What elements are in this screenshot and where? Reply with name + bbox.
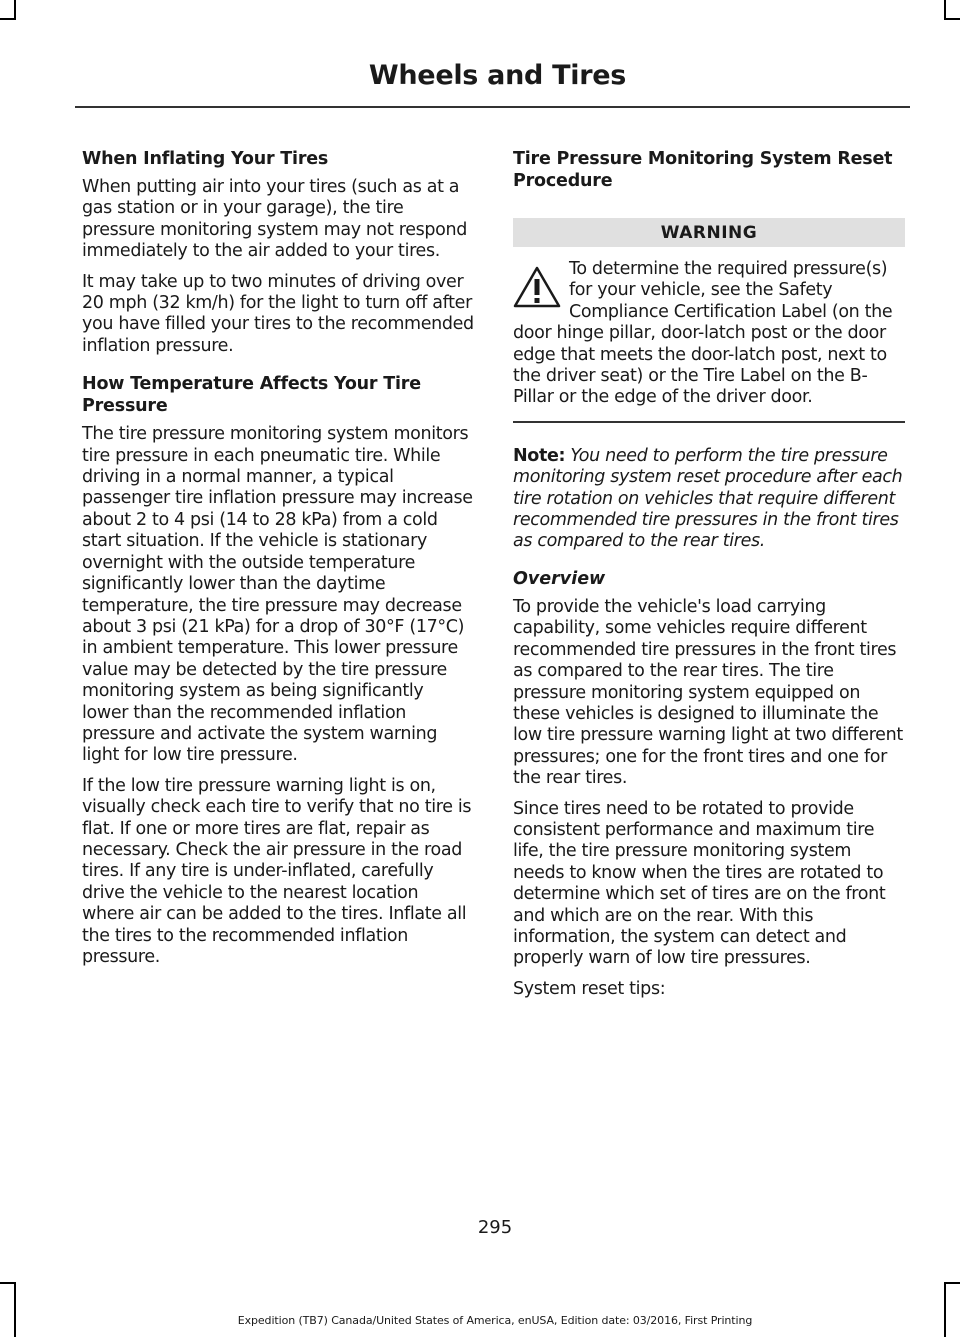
crop-mark <box>944 0 946 18</box>
section-heading-inflating: When Inflating Your Tires <box>82 149 329 169</box>
crop-mark <box>944 1282 946 1337</box>
warning-box <box>513 259 905 409</box>
page-number: 295 <box>477 1217 513 1238</box>
left-column <box>82 148 474 977</box>
crop-mark <box>0 1282 16 1284</box>
crop-mark <box>944 1282 960 1284</box>
crop-mark <box>944 18 960 20</box>
footer-edition-info: Expedition (TB7) Canada/United States of America, enUSA, Edition date: 03/2016, First Printing <box>237 1314 753 1327</box>
warning-banner: WARNING <box>513 218 905 247</box>
crop-mark <box>14 1282 16 1337</box>
paragraph: If the low tire pressure warning light is on, visually check each tire to verify that no tire is flat. If one or more tires are flat, repair as necessary. Check the air pressure in the road tires. If any tire is under-inflated, carefully drive the vehicle to the nearest location where air can be added to the tires. Inflate all the tires to the recommended inflation pressure. <box>82 775 472 967</box>
page-title: Wheels and Tires <box>368 60 626 91</box>
paragraph: The tire pressure monitoring system monitors tire pressure in each pneumatic tire. While driving in a normal manner, a typical passenger tire inflation pressure may increase about 2 to 4 psi (14 to 28 kPa) from a cold start situation. If the vehicle is stationary overnight with the outside temperature significantly lower than the daytime temperature, the tire pressure may decrease about 3 psi (21 kPa) for a drop of 30°F (17°C) in ambient temperature. This lower pressure value may be detected by the tire pressure monitoring system as being significantly lower than the recommended inflation pressure and activate the system warning light for low tire pressure. <box>82 424 473 766</box>
crop-mark <box>14 0 16 18</box>
paragraph: It may take up to two minutes of driving over 20 mph (32 km/h) for the light to turn off after you have filled your tires to the recommended inflation pressure. <box>82 271 474 356</box>
crop-mark <box>0 18 16 20</box>
warning-text: To determine the required pressure(s) for your vehicle, see the Safety Compliance Certification Label (on the door hinge pillar, door-latch post or the door edge that meets the door-latch post, next to the driver seat) or the Tire Label on the B-Pillar or the edge of the driver door. <box>513 259 893 408</box>
header-divider <box>75 106 910 108</box>
section-heading-reset-procedure: Tire Pressure Monitoring System Reset Procedure <box>513 149 893 191</box>
warning-divider <box>513 421 905 423</box>
note-label: Note: <box>513 445 566 466</box>
note <box>513 446 905 553</box>
section-heading-temperature: How Temperature Affects Your Tire Pressure <box>82 374 421 417</box>
paragraph: When putting air into your tires (such as at a gas station or in your garage), the tire pressure monitoring system may not respond immediately to the air added to your tires. <box>82 177 467 262</box>
paragraph: To provide the vehicle's load carrying capability, some vehicles require different recommended tire pressures in the front tires as compared to the rear tires. The tire pressure monitoring system equipped on these vehicles is designed to illuminate the low tire pressure warning light at two different pressures; one for the front tires and one for the rear tires. <box>513 596 903 789</box>
overview-heading: Overview <box>513 568 606 589</box>
warning-triangle-icon <box>513 265 561 309</box>
right-column <box>513 148 905 1009</box>
paragraph: Since tires need to be rotated to provide consistent performance and maximum tire life, the tire pressure monitoring system needs to know when the tires are rotated to determine which set of tires are on the front and which are on the rear. With this information, the system can detect and properly warn of low tire pressures. <box>513 798 886 969</box>
paragraph: System reset tips: <box>513 978 666 999</box>
note-text: You need to perform the tire pressure monitoring system reset procedure after each tire rotation on vehicles that require different recommended tire pressures in the front tires as compared to the rear tires. <box>513 445 903 552</box>
